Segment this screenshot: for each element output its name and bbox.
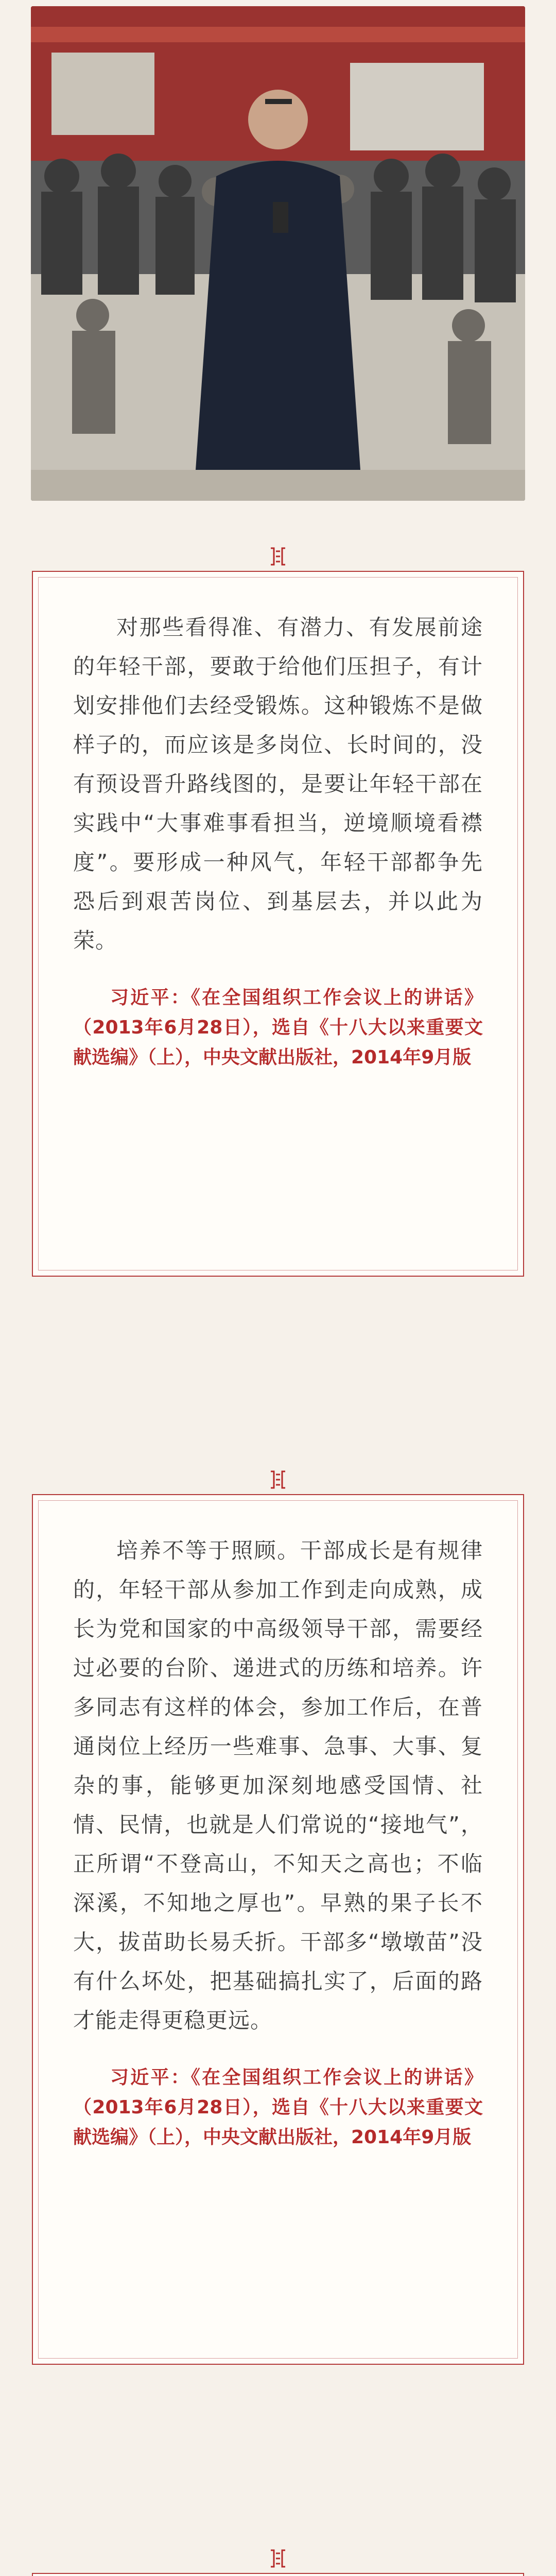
quote-text: 对那些看得准、有潜力、有发展前途的年轻干部，要敢于给他们压担子，有计划安排他们去经受锻炼。这种锻炼不是做样子的，而应该是多岗位、长时间的，没有预设晋升路线图的，是要让年轻干部在实践中“大事难事看担当，逆境顺境看襟度”。要形成一种风气，年轻干部都争先恐后到艰苦岗位、到基层去，并以此为荣。: [73, 615, 483, 953]
quote-text: 培养不等于照顾。干部成长是有规律的，年轻干部从参加工作到走向成熟，成长为党和国家的中高级领导干部，需要经过必要的台阶、递进式的历练和培养。许多同志有这样的体会，参加工作后，在普通岗位上经历一些难事、急事、大事、复杂的事，能够更加深刻地感受国情、社情、民情，也就是人们常说的“接地气”，正所谓“不登高山，不知天之高也；不临深溪，不知地之厚也”。早熟的果子长不大，拔苗助长易夭折。干部多“墩墩苗”没有什么坏处，把基础搞扎实了，后面的路才能走得更稳更远。: [73, 1538, 483, 2033]
quote-card-3: [32, 2573, 524, 2576]
section-divider: [0, 1469, 556, 1490]
quote-source: 习近平：《在全国组织工作会议上的讲话》（2013年6月28日），选自《十八大以来重要文献选编》（上），中央文献出版社，2014年9月版: [73, 987, 483, 1068]
quote-source: 习近平：《在全国组织工作会议上的讲话》（2013年6月28日），选自《十八大以来重要文献选编》（上），中央文献出版社，2014年9月版: [73, 2067, 483, 2148]
section-divider: [0, 546, 556, 567]
bracket-ornament-icon: [269, 1469, 287, 1490]
photo-crowd-illustration: [31, 6, 525, 501]
quote-card-2: [32, 1494, 524, 2365]
bracket-ornament-icon: [269, 2548, 287, 2569]
hero-photo: [31, 6, 525, 501]
quote-card-1: [32, 571, 524, 1277]
section-divider: [0, 2548, 556, 2569]
bracket-ornament-icon: [269, 546, 287, 567]
